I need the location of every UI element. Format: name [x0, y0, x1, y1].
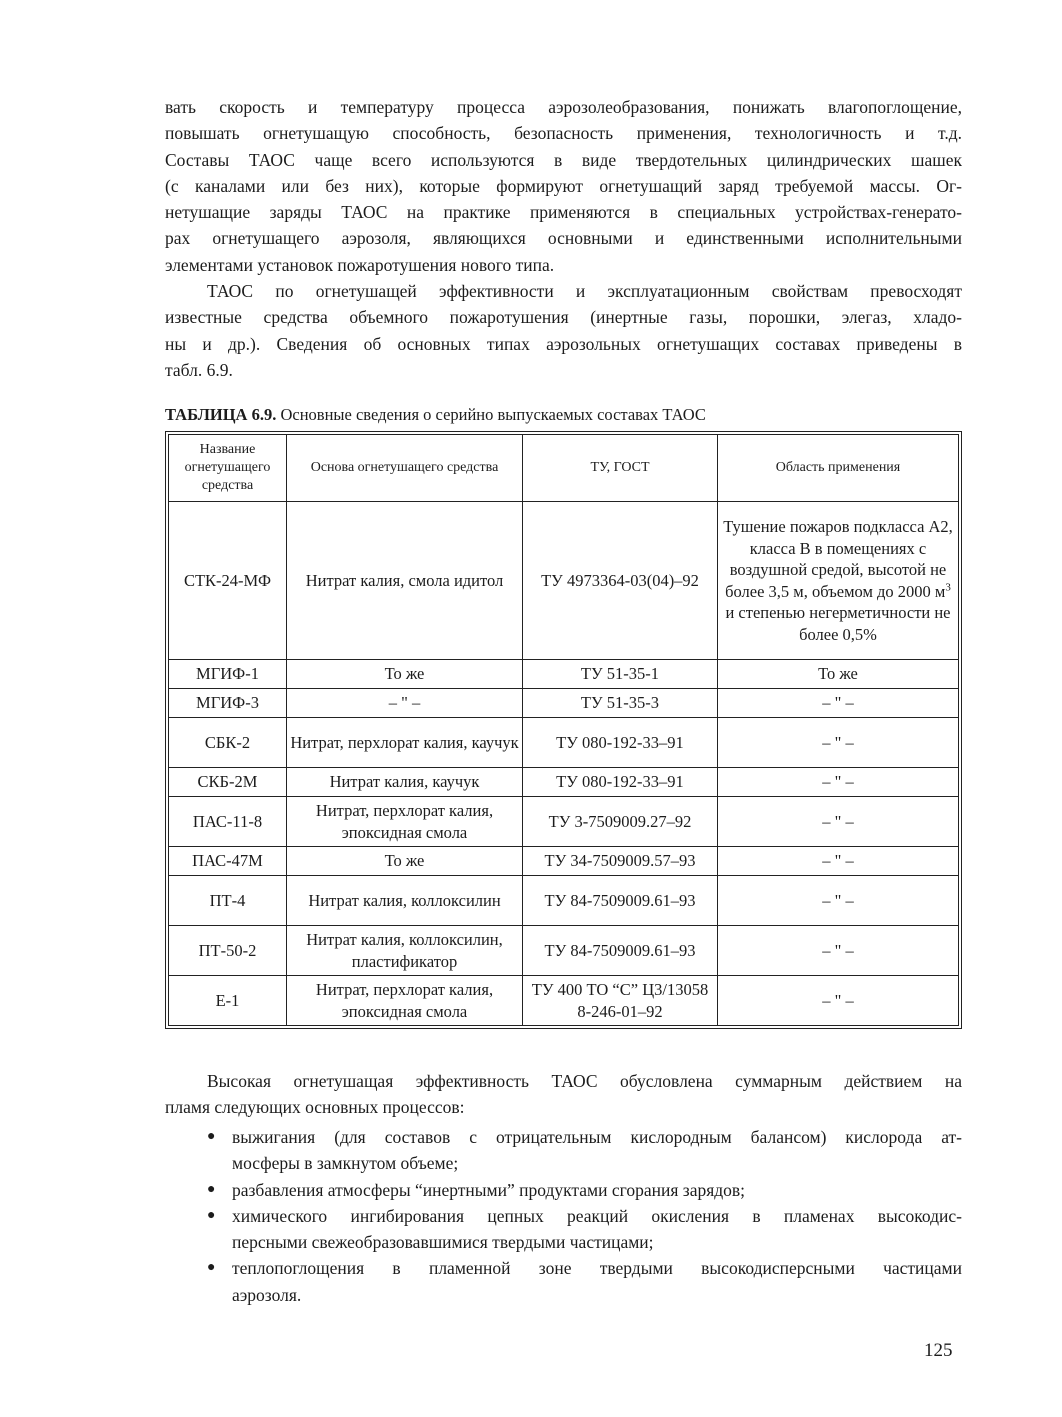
cell-name: СБК-2 [169, 718, 287, 768]
process-list [165, 1124, 962, 1308]
paragraph-line: ТАОС по огнетушащей эффективности и эксплуатационным свойствам превосходят [207, 281, 962, 301]
table-frame [165, 431, 962, 1029]
paragraph-line: элементами установок пожаротушения нового типа. [165, 254, 555, 275]
page-number: 125 [924, 1340, 953, 1361]
table-row [169, 689, 959, 718]
cell-application: Тушение пожаров подкласса А2, класса В в помещениях с воздушной средой, высотой не более 3,5 м, объемом до 2000 $м^3$ и степенью негерметичности не более 0,5% [718, 502, 959, 660]
list-item-line: персными свежеобразовавшимися твердыми частицами; [232, 1232, 654, 1253]
paragraph-line: ны и др.). Сведения об основных типах аэрозольных огнетушащих составах приведены в [165, 333, 962, 354]
cell-application: – " – [718, 926, 959, 976]
table-header-row [169, 435, 959, 502]
cell-base: Нитрат, перхлорат калия, эпоксидная смола [287, 797, 523, 847]
cell-standard: ТУ 84-7509009.61–93 [523, 926, 718, 976]
header-name: Название огнетушащего средства [169, 435, 287, 502]
list-item [165, 1203, 962, 1256]
table-row [169, 718, 959, 768]
cell-base: Нитрат калия, каучук [287, 768, 523, 797]
list-item-line: мосферы в замкнутом объеме; [232, 1153, 459, 1174]
cell-application: – " – [718, 718, 959, 768]
paragraph-line: нетушащие заряды ТАОС на практике применяются в специальных устройствах-генерато- [165, 202, 962, 223]
cell-base: Нитрат калия, смола идитол [287, 502, 523, 660]
list-item-line: выжигания (для составов с отрицательным кислородным балансом) кислорода ат- [232, 1127, 962, 1147]
cell-name: ПТ-50-2 [169, 926, 287, 976]
cell-application: То же [718, 660, 959, 689]
table-row [169, 926, 959, 976]
cell-name: СКБ-2М [169, 768, 287, 797]
table-row [169, 768, 959, 797]
cell-standard: ТУ 080-192-33–91 [523, 768, 718, 797]
table-row [169, 876, 959, 926]
cell-application: – " – [718, 876, 959, 926]
cell-standard: ТУ 34-7509009.57–93 [523, 847, 718, 876]
header-application: Область применения [718, 435, 959, 502]
table-row [169, 976, 959, 1026]
list-item [165, 1124, 962, 1177]
bullet-icon: ● [207, 1207, 216, 1223]
paragraph-3 [165, 1068, 962, 1121]
cell-name: ПАС-11-8 [169, 797, 287, 847]
cell-standard: ТУ 51-35-3 [523, 689, 718, 718]
superscript: 3 [945, 581, 951, 593]
cell-standard: ТУ 84-7509009.61–93 [523, 876, 718, 926]
cell-standard: ТУ 51-35-1 [523, 660, 718, 689]
cell-base: То же [287, 847, 523, 876]
header-standard: ТУ, ГОСТ [523, 435, 718, 502]
table-caption-text: Основные сведения о серийно выпускаемых составах ТАОС [276, 405, 706, 424]
list-item-line: теплопоглощения в пламенной зоне твердыми высокодисперсными частицами [232, 1258, 962, 1279]
bullet-icon: ● [207, 1181, 216, 1197]
list-item-line: аэрозоля. [232, 1284, 302, 1305]
cell-base: То же [287, 660, 523, 689]
list-item-line: химического ингибирования цепных реакций окисления в пламенах высокодис- [232, 1205, 962, 1226]
cell-standard: ТУ 080-192-33–91 [523, 718, 718, 768]
cell-application: – " – [718, 768, 959, 797]
cell-base: Нитрат, перхлорат калия, эпоксидная смола [287, 976, 523, 1026]
bullet-icon: ● [207, 1260, 216, 1276]
paragraph-line: (с каналами или без них), которые формируют огнетушащий заряд требуемой массы. Ог- [165, 175, 962, 196]
cell-name: МГИФ-3 [169, 689, 287, 718]
cell-name: ПТ-4 [169, 876, 287, 926]
cell-base: – " – [287, 689, 523, 718]
cell-application: – " – [718, 797, 959, 847]
cell-application: – " – [718, 689, 959, 718]
cell-application: – " – [718, 847, 959, 876]
cell-base: Нитрат калия, коллоксилин, пластификатор [287, 926, 523, 976]
table-row [169, 797, 959, 847]
cell-standard: ТУ 400 ТО “С” Ц3/13058 8-246-01–92 [523, 976, 718, 1026]
paragraph-line: вать скорость и температуру процесса аэрозолеобразования, понижать влагопоглощение, [165, 97, 962, 117]
table-caption-label: ТАБЛИЦА 6.9. [165, 405, 277, 424]
cell-base: Нитрат калия, коллоксилин [287, 876, 523, 926]
paragraph-line: повышать огнетушащую способность, безопасность применения, технологичность и т.д. [165, 123, 962, 144]
paragraph-line: пламя следующих основных процессов: [165, 1097, 465, 1118]
paragraph-2 [165, 278, 962, 383]
cell-standard: ТУ 4973364-03(04)–92 [523, 502, 718, 660]
paragraph-line: Высокая огнетушащая эффективность ТАОС обусловлена суммарным действием на [207, 1071, 962, 1091]
list-item-line: разбавления атмосферы “инертными” продуктами сгорания зарядов; [232, 1179, 746, 1200]
header-base: Основа огнетушащего средства [287, 435, 523, 502]
cell-name: Е-1 [169, 976, 287, 1026]
list-item [165, 1177, 962, 1203]
paragraph-line: известные средства объемного пожаротушения (инертные газы, порошки, элегаз, хладо- [165, 307, 962, 328]
cell-name: ПАС-47М [169, 847, 287, 876]
paragraph-1 [165, 94, 962, 278]
cell-standard: ТУ 3-7509009.27–92 [523, 797, 718, 847]
paragraph-line: рах огнетушащего аэрозоля, являющихся основными и единственными исполнительными [165, 228, 962, 249]
list-item [165, 1255, 962, 1308]
table-row [169, 660, 959, 689]
table-row [169, 847, 959, 876]
table-caption [165, 405, 706, 425]
cell-base: Нитрат, перхлорат калия, каучук [287, 718, 523, 768]
table-row [169, 502, 959, 660]
cell-name: СТК-24-МФ [169, 502, 287, 660]
cell-application: – " – [718, 976, 959, 1026]
cell-name: МГИФ-1 [169, 660, 287, 689]
paragraph-line: табл. 6.9. [165, 359, 233, 380]
bullet-icon: ● [207, 1129, 216, 1144]
paragraph-line: Составы ТАОС чаще всего используются в виде твердотельных цилиндрических шашек [165, 149, 962, 170]
taos-table [168, 434, 959, 1026]
